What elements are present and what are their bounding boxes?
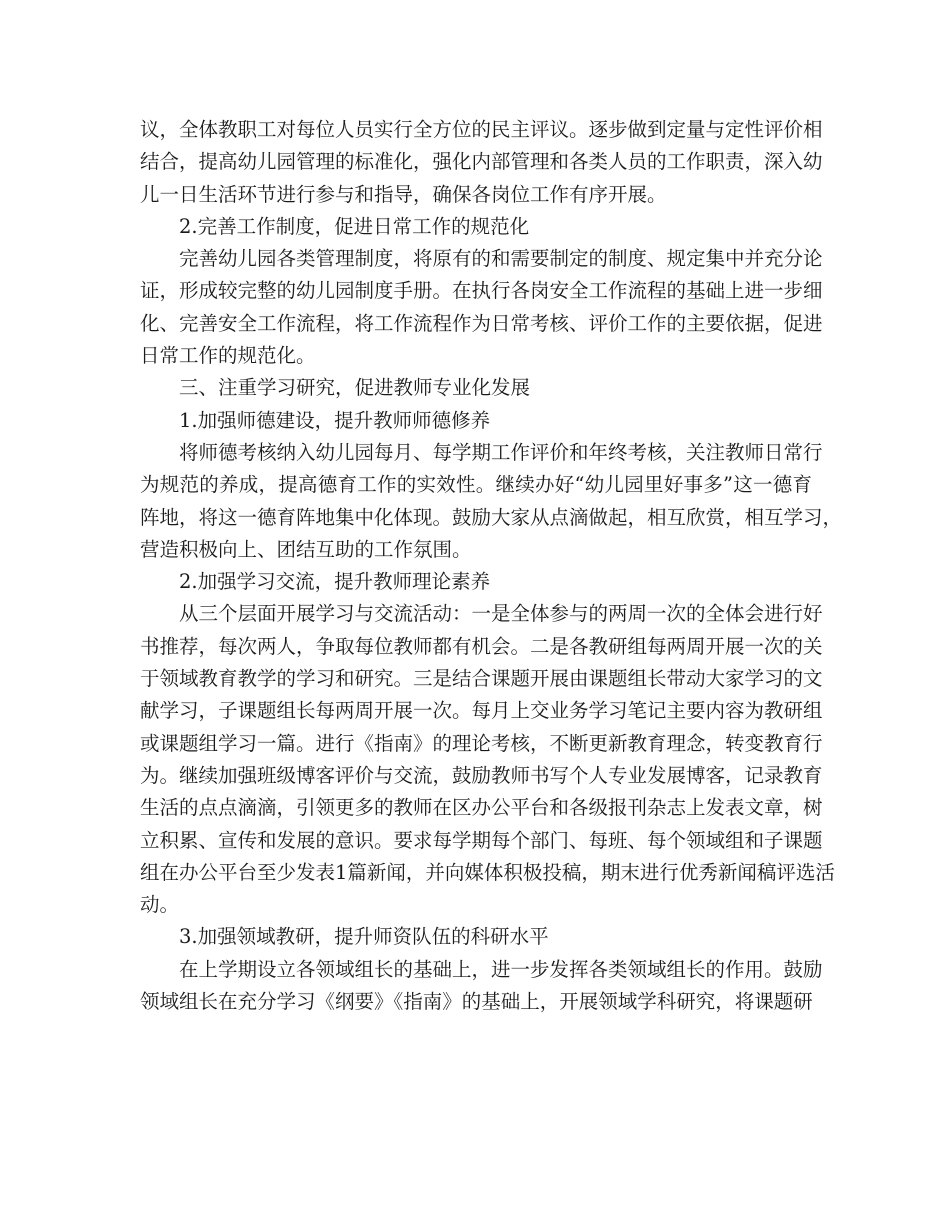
paragraph-line: 领域组长在充分学习《纲要》《指南》的基础上，开展领域学科研究，将课题研 — [140, 990, 813, 1014]
paragraph-line: 或课题组学习一篇。进行《指南》的理论考核，不断更新教育理念，转变教育行 — [140, 731, 823, 755]
paragraph-line: 动。 — [140, 893, 180, 917]
paragraph-line: 生活的点点滴滴，引领更多的教师在区办公平台和各级报刊杂志上发表文章，树 — [140, 796, 823, 820]
paragraph-line: 完善幼儿园各类管理制度，将原有的和需要制定的制度、规定集中并充分论 — [179, 247, 823, 271]
paragraph-line: 结合，提高幼儿园管理的标准化，强化内部管理和各类人员的工作职责，深入幼 — [140, 150, 823, 174]
paragraph-line: 化、完善安全工作流程，将工作流程作为日常考核、评价工作的主要依据，促进 — [140, 311, 823, 335]
subsection-heading: 2.加强学习交流，提升教师理论素养 — [179, 570, 491, 594]
paragraph-line: 组在办公平台至少发表1篇新闻，并向媒体积极投稿，期末进行优秀新闻稿评选活 — [140, 860, 835, 884]
paragraph-line: 日常工作的规范化。 — [140, 344, 316, 368]
paragraph-line: 立积累、宣传和发展的意识。要求每学期每个部门、每班、每个领域组和子课题 — [140, 828, 823, 852]
paragraph-line: 献学习，子课题组长每两周开展一次。每月上交业务学习笔记主要内容为教研组 — [140, 699, 823, 723]
subsection-heading: 3.加强领域教研，提升师资队伍的科研水平 — [179, 925, 549, 949]
paragraph-line: 从三个层面开展学习与交流活动：一是全体参与的两周一次的全体会进行好 — [179, 602, 823, 626]
paragraph-line: 儿一日生活环节进行参与和指导，确保各岗位工作有序开展。 — [140, 182, 667, 206]
paragraph-line: 为规范的养成，提高德育工作的实效性。继续办好“幼儿园里好事多”这一德育 — [140, 473, 812, 497]
paragraph-line: 议，全体教职工对每位人员实行全方位的民主评议。逐步做到定量与定性评价相 — [140, 118, 823, 141]
paragraph-line: 将师德考核纳入幼儿园每月、每学期工作评价和年终考核，关注教师日常行 — [179, 440, 823, 464]
paragraph-line: 阵地，将这一德育阵地集中化体现。鼓励大家从点滴做起，相互欣赏，相互学习， — [140, 505, 843, 529]
paragraph-line: 为。继续加强班级博客评价与交流，鼓励教师书写个人专业发展博客，记录教育 — [140, 763, 823, 787]
section-heading: 三、注重学习研究，促进教师专业化发展 — [179, 376, 531, 400]
paragraph-line: 营造积极向上、团结互助的工作氛围。 — [140, 537, 472, 561]
subsection-heading: 1.加强师德建设，提升教师师德修养 — [179, 408, 491, 432]
document-body — [140, 114, 843, 1018]
section-heading: 2.完善工作制度，促进日常工作的规范化 — [179, 214, 530, 238]
paragraph-line: 于领域教育教学的学习和研究。三是结合课题开展由课题组长带动大家学习的文 — [140, 667, 823, 691]
paragraph-line: 证，形成较完整的幼儿园制度手册。在执行各岗安全工作流程的基础上进一步细 — [140, 279, 823, 303]
paragraph-line: 在上学期设立各领域组长的基础上，进一步发挥各类领域组长的作用。鼓励 — [179, 957, 823, 981]
paragraph-line: 书推荐，每次两人，争取每位教师都有机会。二是各教研组每两周开展一次的关 — [140, 634, 823, 658]
